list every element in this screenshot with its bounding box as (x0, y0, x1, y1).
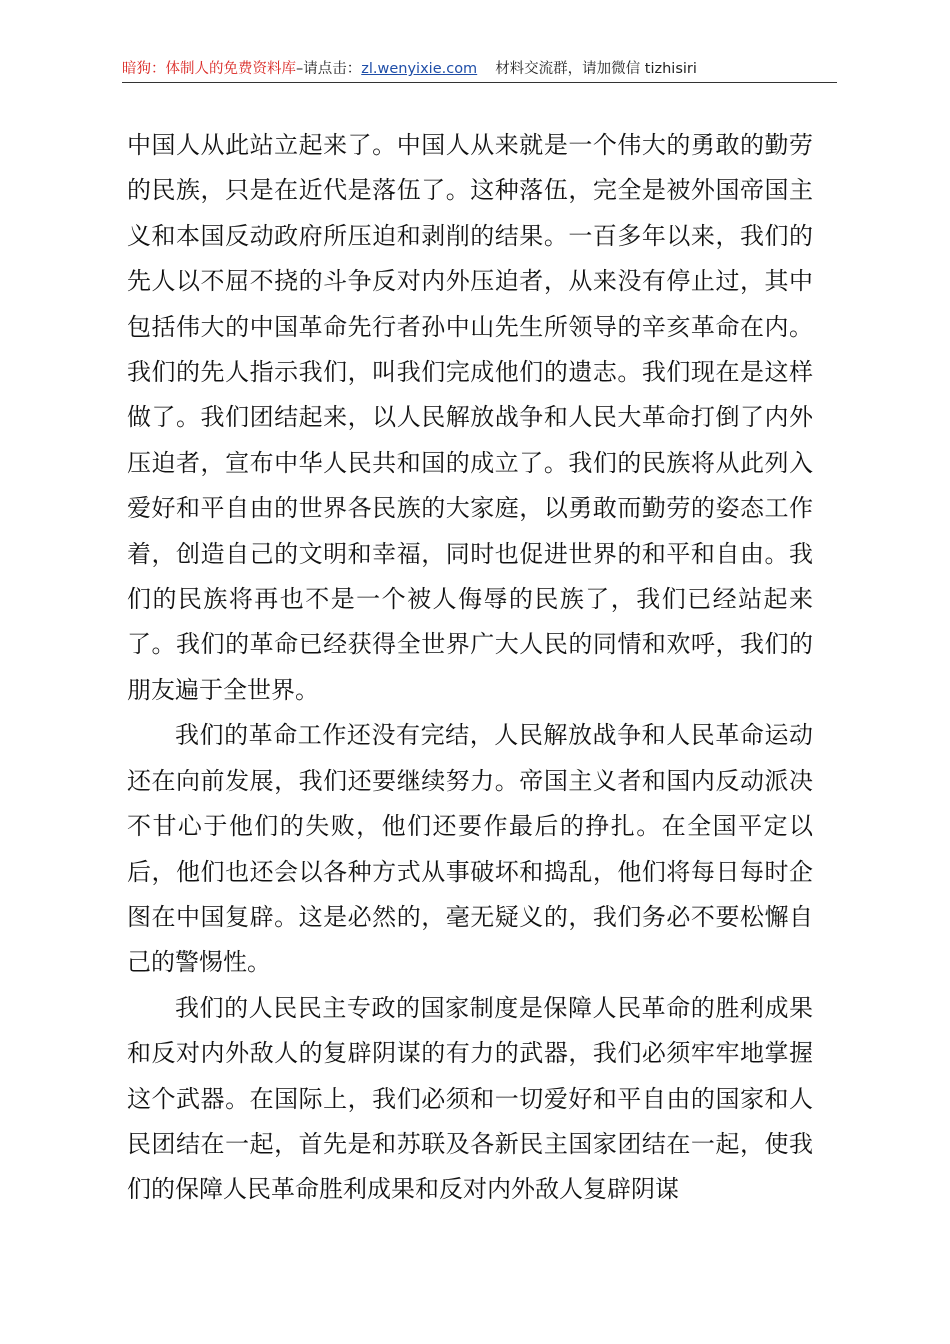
header-divider (122, 82, 837, 83)
header-link[interactable]: zl.wenyixie.com (361, 61, 478, 77)
header-brand: 暗狗：体制人的免费资料库 (122, 61, 296, 77)
paragraph-3: 我们的人民民主专政的国家制度是保障人民革命的胜利成果和反对内外敌人的复辟阴谋的有力的武器，我们必须牢牢地掌握这个武器。在国际上，我们必须和一切爱好和平自由的国家和人民团结在一起，首先是和苏联及各新民主国家团结在一起，使我们的保障人民革命胜利成果和反对内外敌人复辟阴谋 (127, 993, 813, 1204)
paragraph-2: 我们的革命工作还没有完结，人民解放战争和人民革命运动还在向前发展，我们还要继续努力。帝国主义者和国内反动派决不甘心于他们的失败，他们还要作最后的挣扎。在全国平定以后，他们也还会以各种方式从事破坏和捣乱，他们将每日每时企图在中国复辟。这是必然的，毫无疑义的，我们务必不要松懈自己的警惕性。 (127, 721, 813, 977)
header-prompt: –请点击： (296, 61, 362, 77)
paragraph-1: 中国人从此站立起来了。中国人从来就是一个伟大的勇敢的勤劳的民族，只是在近代是落伍了。这种落伍，完全是被外国帝国主义和本国反动政府所压迫和剥削的结果。一百多年以来，我们的先人以不屈不挠的斗争反对内外压迫者，从来没有停止过，其中包括伟大的中国革命先行者孙中山先生所领导的辛亥革命在内。我们的先人指示我们，叫我们完成他们的遗志。我们现在是这样做了。我们团结起来，以人民解放战争和人民大革命打倒了内外压迫者，宣布中华人民共和国的成立了。我们的民族将从此列入爱好和平自由的世界各民族的大家庭，以勇敢而勤劳的姿态工作着，创造自己的文明和幸福，同时也促进世界的和平和自由。我们的民族将再也不是一个被人侮辱的民族了，我们已经站起来了。我们的革命已经获得全世界广大人民的同情和欢呼，我们的朋友遍于全世界。 (127, 131, 813, 704)
document-body (127, 123, 813, 1213)
page-header (122, 58, 822, 80)
header-contact: 材料交流群，请加微信 tizhisiri (495, 61, 697, 77)
